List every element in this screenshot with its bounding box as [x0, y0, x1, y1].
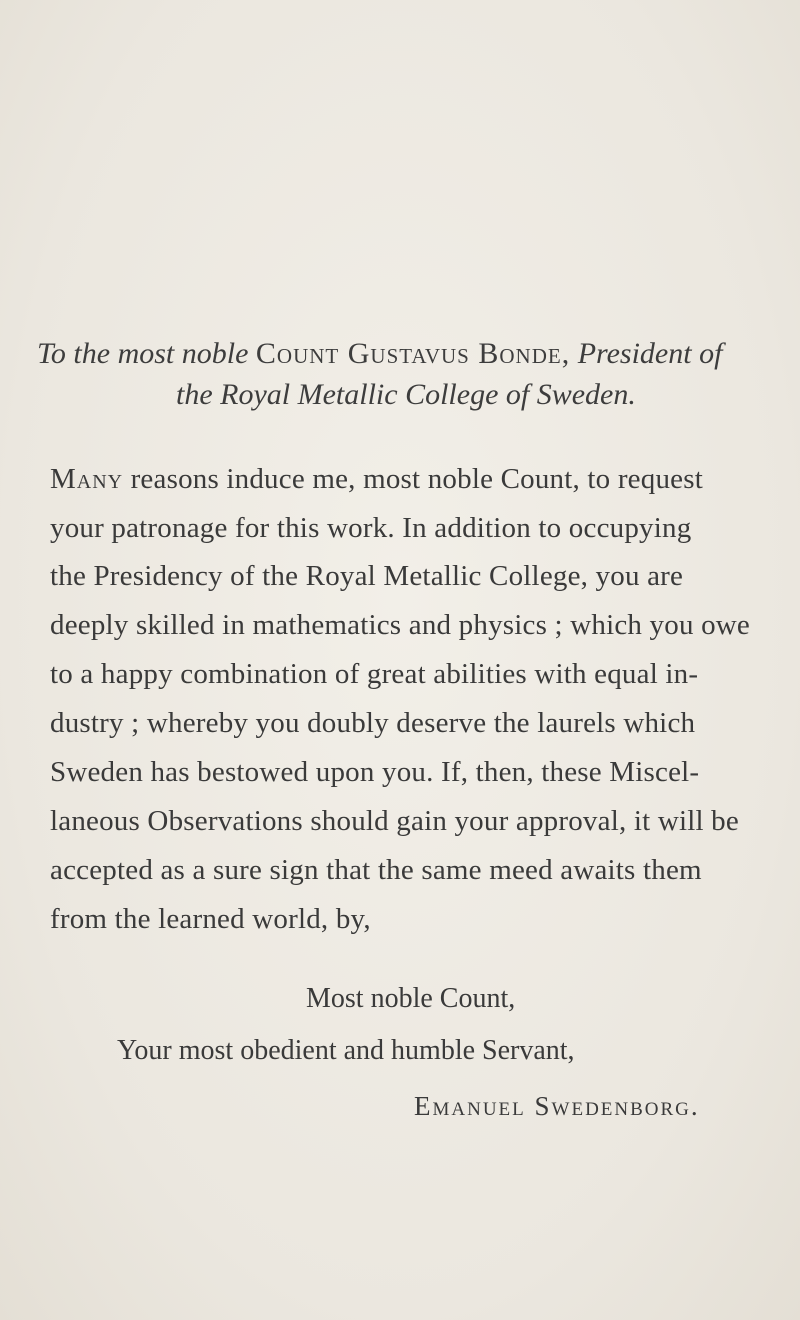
body-line-7: Sweden has bestowed upon you. If, then, these Miscel-	[50, 756, 700, 788]
body-line-3: the Presidency of the Royal Metallic College, you are	[50, 560, 684, 592]
body-line-6: dustry ; whereby you doubly deserve the laurels which	[50, 707, 696, 739]
body-line-9: accepted as a sure sign that the same meed awaits them	[50, 854, 702, 886]
dedication-heading-line-1: To the most noble Count Gustavus Bonde, President of	[37, 337, 723, 370]
body-line-2: your patronage for this work. In addition to occupying	[50, 512, 692, 544]
body-line-4: deeply skilled in mathematics and physics ; which you owe	[50, 609, 751, 641]
body-line-10: from the learned world, by,	[50, 903, 371, 935]
body-line-1: Many reasons induce me, most noble Count, to request	[50, 463, 703, 495]
signature-name: Emanuel Swedenborg.	[414, 1091, 700, 1121]
body-line-5: to a happy combination of great abilities with equal in-	[50, 658, 699, 690]
body-line-8: laneous Observations should gain your approval, it will be	[50, 805, 739, 837]
dedication-heading-line-2: the Royal Metallic College of Sweden.	[176, 378, 636, 411]
salutation: Most noble Count,	[306, 983, 516, 1014]
valediction: Your most obedient and humble Servant,	[117, 1035, 575, 1066]
